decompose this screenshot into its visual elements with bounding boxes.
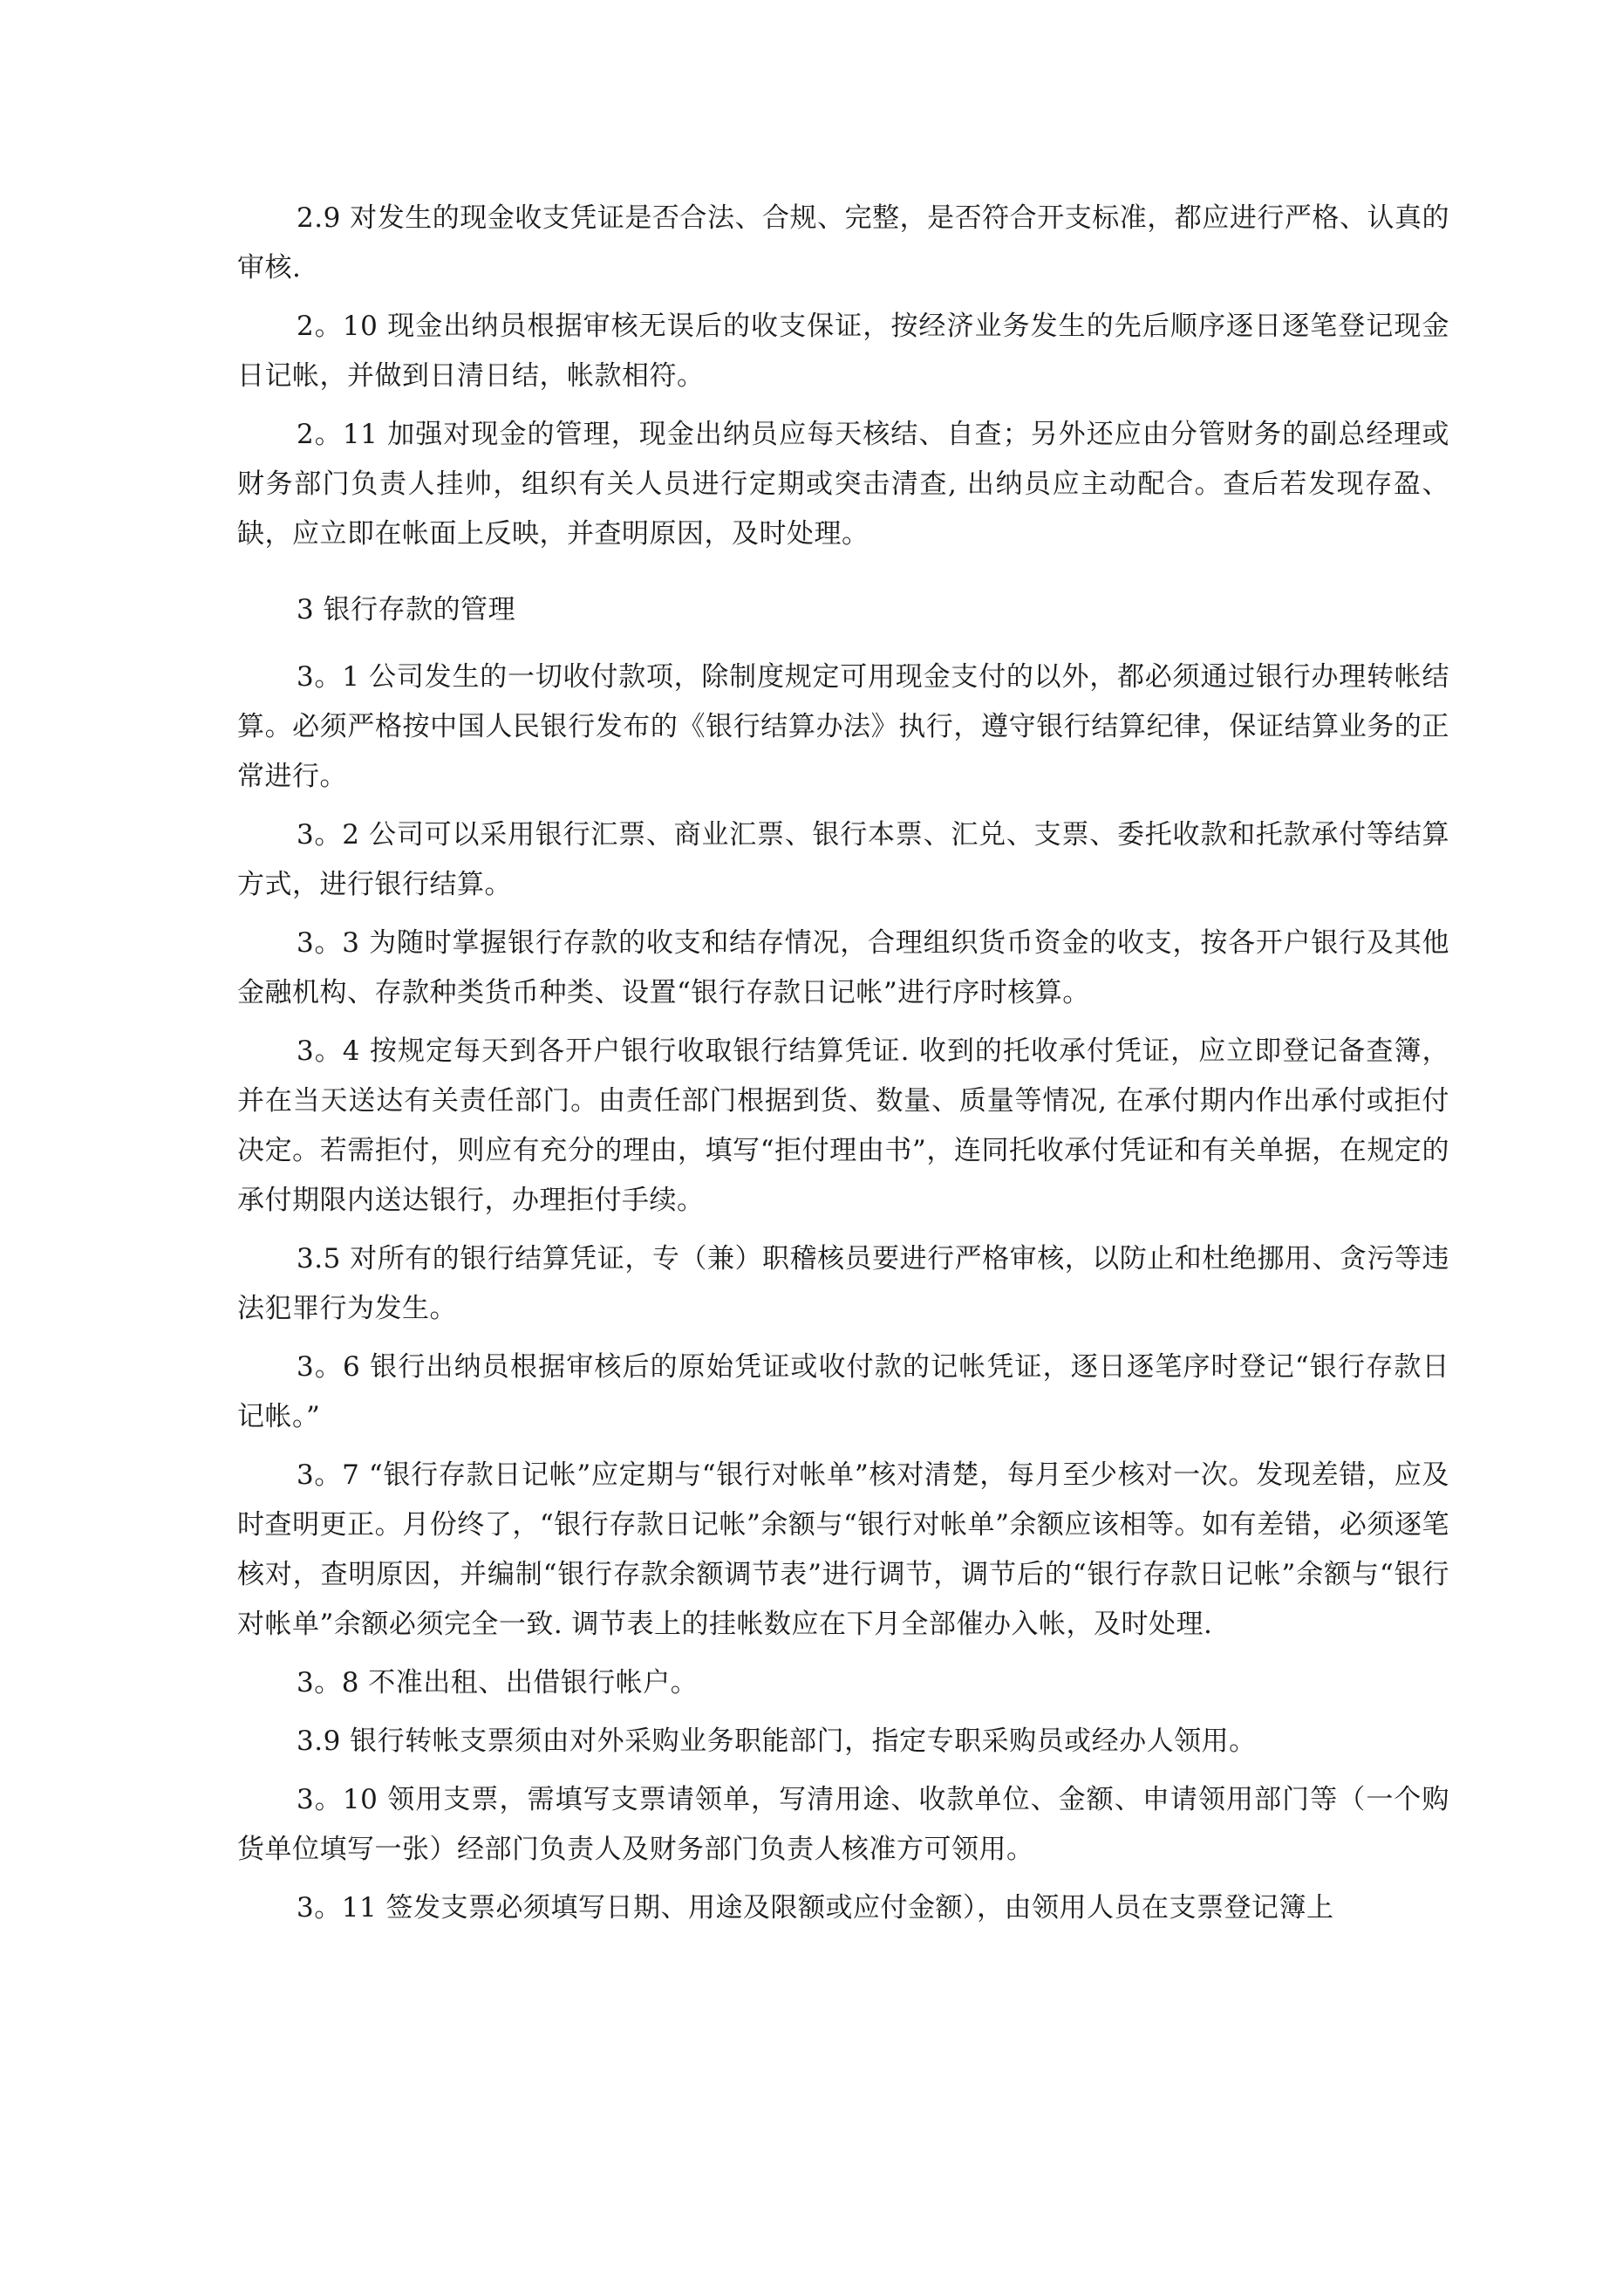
paragraph-3-3: 3。3 为随时掌握银行存款的收支和结存情况，合理组织货币资金的收支，按各开户银行及其他金融机构、存款种类货币种类、设置“银行存款日记帐”进行序时核算。 — [237, 927, 1449, 1008]
paragraph-3-2: 3。2 公司可以采用银行汇票、商业汇票、银行本票、汇兑、支票、委托收款和托款承付等结算方式，进行银行结算。 — [237, 819, 1449, 900]
paragraph-3-11: 3。11 签发支票必须填写日期、用途及限额或应付金额），由领用人员在支票登记簿上 — [297, 1892, 1334, 1924]
paragraph-2-9: 2.9 对发生的现金收支凭证是否合法、合规、完整，是否符合开支标准，都应进行严格、认真的审核. — [237, 202, 1449, 284]
paragraph-3-7: 3。7 “银行存款日记帐”应定期与“银行对帐单”核对清楚，每月至少核对一次。发现差错，应及时查明更正。月份终了，“银行存款日记帐”余额与“银行对帐单”余额应该相等。如有差错，必须逐笔核对，查明原因，并编制“银行存款余额调节表”进行调节，调节后的“银行存款日记帐”余额与“银行对帐单”余额必须完全一致. 调节表上的挂帐数应在下月全部催办入帐，及时处理. — [237, 1459, 1449, 1640]
paragraph-2-11: 2。11 加强对现金的管理，现金出纳员应每天核结、自查；另外还应由分管财务的副总经理或财务部门负责人挂帅，组织有关人员进行定期或突击清查, 出纳员应主动配合。查后若发现存盈、缺，应立即在帐面上反映，并查明原因，及时处理。 — [237, 419, 1449, 550]
paragraph-3-5: 3.5 对所有的银行结算凭证，专（兼）职稽核员要进行严格审核，以防止和杜绝挪用、贪污等违法犯罪行为发生。 — [237, 1243, 1449, 1324]
section-heading-3: 3 银行存款的管理 — [297, 594, 516, 625]
paragraph-3-4: 3。4 按规定每天到各开户银行收取银行结算凭证. 收到的托收承付凭证，应立即登记备查簿，并在当天送达有关责任部门。由责任部门根据到货、数量、质量等情况, 在承付期内作出承付或拒付决定。若需拒付，则应有充分的理由，填写“拒付理由书”，连同托收承付凭证和有关单据，在规定的承付期限内送达银行，办理拒付手续。 — [237, 1035, 1449, 1216]
paragraph-2-10: 2。10 现金出纳员根据审核无误后的收支保证，按经济业务发生的先后顺序逐日逐笔登记现金日记帐，并做到日清日结，帐款相符。 — [237, 311, 1449, 392]
paragraph-3-1: 3。1 公司发生的一切收付款项，除制度规定可用现金支付的以外，都必须通过银行办理转帐结算。必须严格按中国人民银行发布的《银行结算办法》执行，遵守银行结算纪律，保证结算业务的正常进行。 — [237, 661, 1449, 792]
document-body — [237, 194, 1449, 1942]
paragraph-3-9: 3.9 银行转帐支票须由对外采购业务职能部门，指定专职采购员或经办人领用。 — [297, 1725, 1257, 1757]
paragraph-3-8: 3。8 不准出租、出借银行帐户。 — [297, 1667, 699, 1698]
paragraph-3-10: 3。10 领用支票，需填写支票请领单，写清用途、收款单位、金额、申请领用部门等（一个购货单位填写一张）经部门负责人及财务部门负责人核准方可领用。 — [237, 1784, 1449, 1865]
paragraph-3-6: 3。6 银行出纳员根据审核后的原始凭证或收付款的记帐凭证，逐日逐笔序时登记“银行存款日记帐。” — [237, 1351, 1449, 1432]
